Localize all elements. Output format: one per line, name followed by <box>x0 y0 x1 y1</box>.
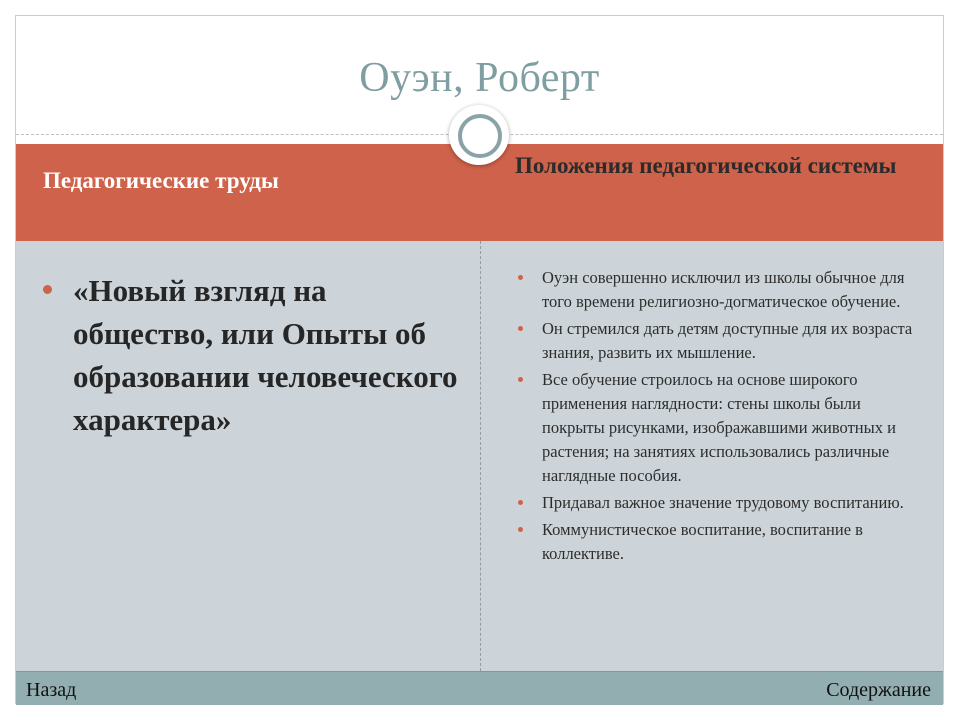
left-list-item <box>43 269 463 441</box>
circle-ring-icon <box>449 105 509 165</box>
footer-nav-bar <box>16 671 943 705</box>
slide <box>15 15 944 704</box>
back-link[interactable]: Назад <box>26 679 77 701</box>
right-column-header: Положения педагогической системы <box>515 153 897 178</box>
list-item: Он стремился дать детям доступные для их возраста знания, развить их мышление. <box>514 317 924 365</box>
left-column-header: Педагогические труды <box>43 168 279 193</box>
slide-title: Оуэн, Роберт <box>359 55 600 101</box>
list-item: Придавал важное значение трудовому воспитанию. <box>514 491 924 515</box>
column-divider <box>480 241 481 671</box>
contents-link[interactable]: Содержание <box>826 679 931 701</box>
left-item-text: «Новый взгляд на общество, или Опыты об образовании человеческого характера» <box>73 273 458 437</box>
right-list <box>514 266 924 569</box>
list-item: Оуэн совершенно исключил из школы обычное для того времени религиозно-догматическое обучение. <box>514 266 924 314</box>
list-item: Все обучение строилось на основе широкого применения наглядности: стены школы были покрыты рисунками, изображавшими животных и растения; на занятиях использовались различные наглядные пособия. <box>514 368 924 488</box>
list-item: Коммунистическое воспитание, воспитание в коллективе. <box>514 518 924 566</box>
bullet-dot-icon <box>43 285 52 294</box>
